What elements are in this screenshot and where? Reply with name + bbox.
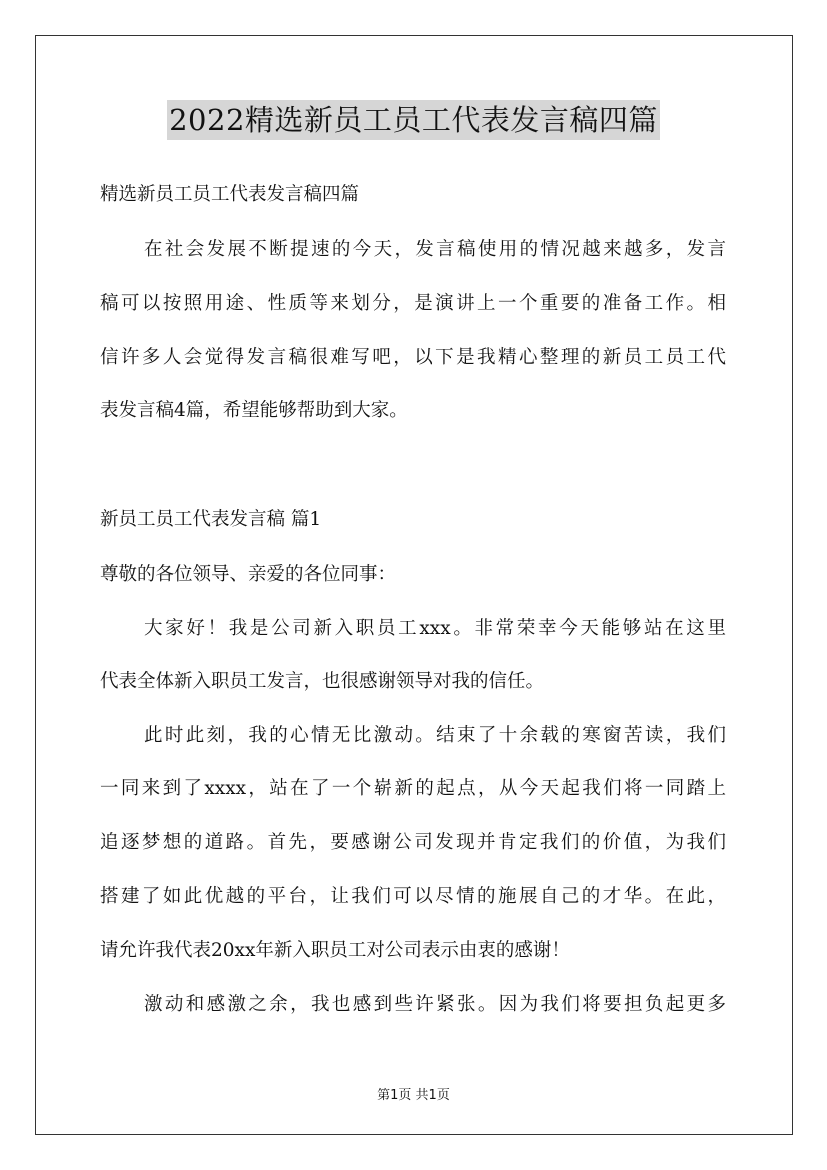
intro-line: 在社会发展不断提速的今天，发言稿使用的情况越来越多，发言	[144, 239, 726, 260]
intro-line: 表发言稿4篇，希望能够帮助到大家。	[100, 400, 408, 421]
section-heading: 新员工员工代表发言稿 篇1	[100, 509, 322, 530]
document-subtitle: 精选新员工员工代表发言稿四篇	[100, 184, 360, 205]
title-container	[0, 100, 827, 140]
intro-line: 信许多人会觉得发言稿很难写吧，以下是我精心整理的新员工员工代	[100, 347, 726, 368]
paragraph-line: 激动和感激之余，我也感到些许紧张。因为我们将要担负起更多	[144, 994, 726, 1015]
paragraph-line: 此时此刻，我的心情无比激动。结束了十余载的寒窗苦读，我们	[144, 725, 726, 746]
document-title: 2022精选新员工员工代表发言稿四篇	[167, 100, 660, 140]
paragraph-line: 一同来到了xxxx，站在了一个崭新的起点，从今天起我们将一同踏上	[100, 778, 726, 799]
paragraph-line: 追逐梦想的道路。首先，要感谢公司发现并肯定我们的价值，为我们	[100, 832, 726, 853]
salutation: 尊敬的各位领导、亲爱的各位同事：	[100, 564, 397, 585]
page-footer: 第1页 共1页	[377, 1088, 450, 1103]
paragraph-line: 搭建了如此优越的平台，让我们可以尽情的施展自己的才华。在此，	[100, 886, 726, 907]
paragraph-line: 请允许我代表20xx年新入职员工对公司表示由衷的感谢！	[100, 940, 570, 961]
paragraph-line: 代表全体新入职员工发言，也很感谢领导对我的信任。	[100, 671, 545, 692]
paragraph-line: 大家好！我是公司新入职员工xxx。非常荣幸今天能够站在这里	[144, 618, 726, 639]
intro-line: 稿可以按照用途、性质等来划分，是演讲上一个重要的准备工作。相	[100, 293, 726, 314]
